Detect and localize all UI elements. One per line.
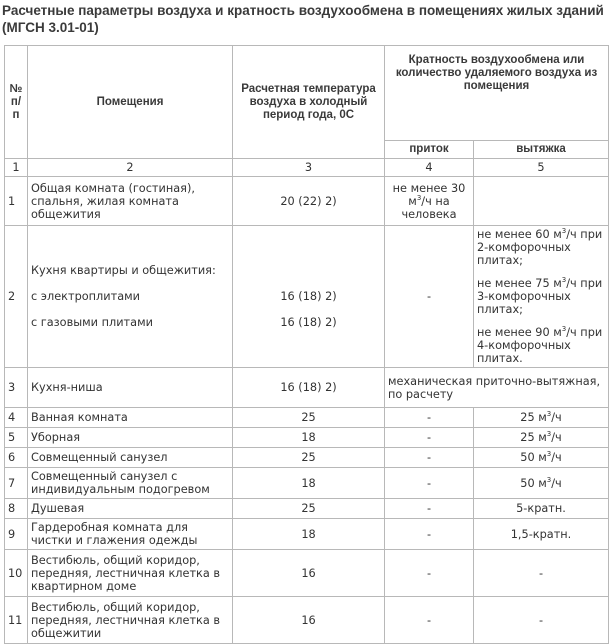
row-number: 10 — [5, 550, 28, 597]
header-num: № п/п — [5, 46, 28, 159]
inflow-value: - — [385, 226, 474, 368]
row-number: 1 — [5, 177, 28, 226]
temperature: 16 — [233, 597, 385, 644]
row-number: 9 — [5, 519, 28, 550]
table-row — [5, 519, 609, 550]
row-number: 4 — [5, 408, 28, 428]
table-row — [5, 499, 609, 519]
inflow-value: - — [385, 519, 474, 550]
temperature: 20 (22) 2) — [233, 177, 385, 226]
inflow-value: - — [385, 597, 474, 644]
page-title: Расчетные параметры воздуха и кратность воздухообмена в помещениях жилых зданий (МГСН 3.01-01) — [2, 3, 604, 35]
room-name: Вестибюль, общий коридор, передняя, лестничная клетка в общежитии — [28, 597, 233, 644]
exhaust-value — [474, 177, 609, 226]
inflow-value: - — [385, 408, 474, 428]
temperature: 16 (18) 2) 16 (18) 2) — [233, 226, 385, 368]
header-exhaust: вытяжка — [474, 141, 609, 159]
table-row — [5, 597, 609, 644]
exhaust-value: - — [474, 597, 609, 644]
temperature: 18 — [233, 428, 385, 448]
inflow-value: - — [385, 499, 474, 519]
header-inflow: приток — [385, 141, 474, 159]
temperature: 25 — [233, 408, 385, 428]
inflow-value: не менее 30 $м^3/ч$ на человека — [385, 177, 474, 226]
table-row — [5, 408, 609, 428]
row-number: 6 — [5, 448, 28, 468]
header-temp: Расчетная температура воздуха в холодный период года, 0С — [233, 46, 385, 159]
temperature: 16 (18) 2) — [233, 368, 385, 408]
temperature: 18 — [233, 519, 385, 550]
table-row — [5, 550, 609, 597]
inflow-value: - — [385, 468, 474, 499]
col-number: 2 — [28, 159, 233, 177]
room-name: Совмещенный санузел с индивидуальным подогревом — [28, 468, 233, 499]
air-parameters-table — [4, 45, 609, 644]
row-number: 11 — [5, 597, 28, 644]
temperature: 25 — [233, 499, 385, 519]
ventilation-value: механическая приточно-вытяжная, по расчету — [385, 368, 609, 408]
col-number: 3 — [233, 159, 385, 177]
temperature: 16 — [233, 550, 385, 597]
room-name: Вестибюль, общий коридор, передняя, лестничная клетка в квартирном доме — [28, 550, 233, 597]
room-name: Гардеробная комната для чистки и глажения одежды — [28, 519, 233, 550]
room-name: Общая комната (гостиная), спальня, жилая комната общежития — [28, 177, 233, 226]
column-number-row — [5, 159, 609, 177]
exhaust-value: 50 $м^3/ч$ — [474, 448, 609, 468]
exhaust-value: 1,5-кратн. — [474, 519, 609, 550]
exhaust-value: 5-кратн. — [474, 499, 609, 519]
row-number: 3 — [5, 368, 28, 408]
table-row — [5, 468, 609, 499]
room-name: Кухня квартиры и общежития: с электроплитами с газовыми плитами — [28, 226, 233, 368]
temperature: 18 — [233, 468, 385, 499]
exhaust-value: не менее 60 $м^3/ч$ при 2-комфорочных плитах; не менее 75 $м^3/ч$ при 3-комфорочных плитах; не менее 90 $м^3/ч$ при 4-комфорочных плитах. — [474, 226, 609, 368]
temperature: 25 — [233, 448, 385, 468]
exhaust-value: 25 $м^3/ч$ — [474, 428, 609, 448]
table-row — [5, 226, 609, 368]
col-number: 1 — [5, 159, 28, 177]
header-room: Помещения — [28, 46, 233, 159]
col-number: 5 — [474, 159, 609, 177]
room-name: Кухня-ниша — [28, 368, 233, 408]
row-number: 5 — [5, 428, 28, 448]
table-row — [5, 177, 609, 226]
room-name: Душевая — [28, 499, 233, 519]
row-number: 7 — [5, 468, 28, 499]
exhaust-value: - — [474, 550, 609, 597]
room-name: Ванная комната — [28, 408, 233, 428]
room-name: Совмещенный санузел — [28, 448, 233, 468]
row-number: 2 — [5, 226, 28, 368]
row-number: 8 — [5, 499, 28, 519]
col-number: 4 — [385, 159, 474, 177]
table-row — [5, 448, 609, 468]
room-name: Уборная — [28, 428, 233, 448]
header-air-exchange: Кратность воздухообмена или количество удаляемого воздуха из помещения — [385, 46, 609, 141]
table-row — [5, 428, 609, 448]
table-row — [5, 368, 609, 408]
exhaust-value: 25 $м^3/ч$ — [474, 408, 609, 428]
inflow-value: - — [385, 428, 474, 448]
inflow-value: - — [385, 550, 474, 597]
exhaust-value: 50 $м^3/ч$ — [474, 468, 609, 499]
inflow-value: - — [385, 448, 474, 468]
